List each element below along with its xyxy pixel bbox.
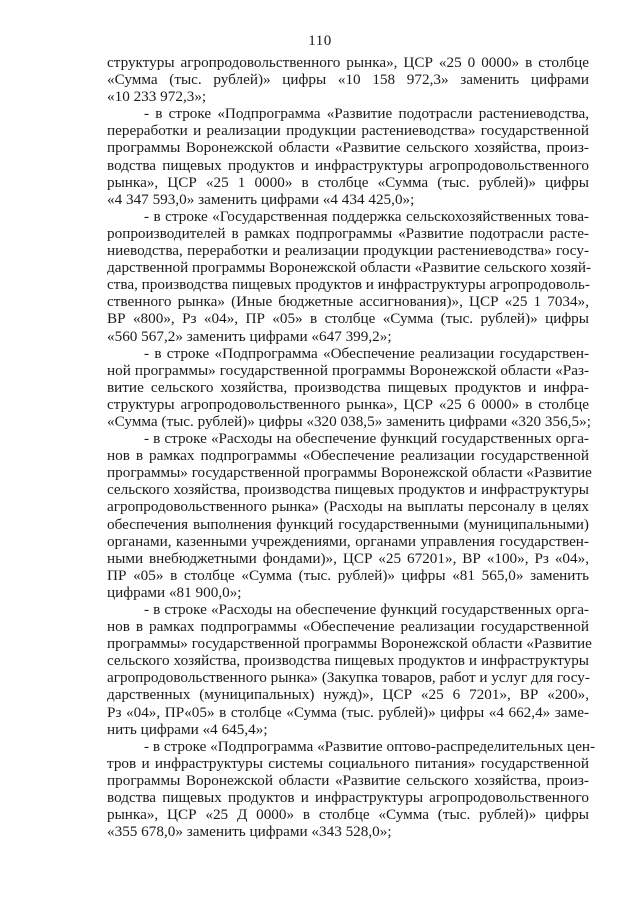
text-line: обеспечения выполнения функций государственными (муниципальными) bbox=[107, 515, 589, 533]
text-line: ропроизводителей в рамках подпрограммы «Развитие подотрасли расте- bbox=[107, 224, 589, 242]
text-line: программы» государственной программы Воронежской области «Развитие bbox=[107, 464, 592, 482]
text-line: водства пищевых продуктов и инфраструктуры агропродовольственного bbox=[107, 156, 589, 174]
text-line: ниеводства, переработки и реализации продукции растениеводства» госу- bbox=[107, 242, 589, 260]
text-line: программы» государственной программы Воронежской области «Развитие bbox=[107, 635, 592, 653]
text-line: «355 678,0» заменить цифрами «343 528,0»; bbox=[107, 823, 392, 841]
text-line: водства пищевых продуктов и инфраструктуры агропродовольственного bbox=[107, 789, 589, 807]
text-line: рынка», ЦСР «25 Д 0000» в столбце «Сумма (тыс. рублей)» цифры bbox=[107, 806, 589, 824]
text-line: цифрами «81 900,0»; bbox=[107, 583, 242, 601]
text-line: витие сельского хозяйства, производства пищевых продуктов и инфра- bbox=[107, 378, 589, 396]
text-line: - в строке «Расходы на обеспечение функций государственных орга- bbox=[144, 601, 589, 618]
text-line: рынка», ЦСР «25 1 0000» в столбце «Сумма (тыс. рублей)» цифры bbox=[107, 173, 589, 191]
text-line: ной программы» государственной программы Воронежской области «Раз- bbox=[107, 361, 589, 379]
text-line: сельского хозяйства, производства пищевых продуктов и инфраструктуры bbox=[107, 652, 589, 670]
text-line: ПР «05» в столбце «Сумма (тыс. рублей)» цифры «81 565,0» заменить bbox=[107, 566, 589, 584]
text-line: программы Воронежской области «Развитие сельского хозяйства, произ- bbox=[107, 139, 589, 157]
text-line: программы Воронежской области «Развитие сельского хозяйства, произ- bbox=[107, 771, 589, 789]
text-line: агропродовольственного рынка» (Расходы на выплаты персоналу в целях bbox=[107, 498, 589, 516]
text-line: органами, казенными учреждениями, органами управления государствен- bbox=[107, 532, 589, 550]
text-line: структуры агропродовольственного рынка», ЦСР «25 0 0000» в столбце bbox=[107, 54, 589, 71]
text-line: нить цифрами «4 645,4»; bbox=[107, 720, 268, 738]
text-line: «10 233 972,3»; bbox=[107, 88, 207, 106]
text-line: ства, производства пищевых продуктов и инфраструктуры агропродоволь- bbox=[107, 276, 590, 294]
text-line: сельского хозяйства, производства пищевых продуктов и инфраструктуры bbox=[107, 481, 589, 499]
text-line: - в строке «Подпрограмма «Развитие оптово-распределительных цен- bbox=[144, 737, 596, 755]
page-number: 110 bbox=[308, 33, 332, 49]
text-line: агропродовольственного рынка» (Закупка товаров, работ и услуг для госу- bbox=[107, 669, 590, 687]
text-line: - в строке «Подпрограмма «Развитие подотрасли растениеводства, bbox=[144, 105, 589, 123]
text-line: структуры агропродовольственного рынка», ЦСР «25 6 0000» в столбце bbox=[107, 395, 589, 413]
text-line: дарственных (муниципальных) нужд)», ЦСР «25 6 7201», ВР «200», bbox=[107, 686, 589, 704]
text-line: «4 347 593,0» заменить цифрами «4 434 425,0»; bbox=[107, 190, 415, 208]
text-line: - в строке «Подпрограмма «Обеспечение реализации государствен- bbox=[144, 344, 589, 362]
text-line: ственного рынка» (Иные бюджетные ассигнования)», ЦСР «25 1 7034», bbox=[107, 293, 589, 311]
text-line: ВР «800», Рз «04», ПР «05» в столбце «Сумма (тыс. рублей)» цифры bbox=[107, 310, 589, 328]
text-line: «Сумма (тыс. рублей)» цифры «10 158 972,3» заменить цифрами bbox=[107, 71, 589, 89]
text-line: Рз «04», ПР«05» в столбце «Сумма (тыс. рублей)» цифры «4 662,4» заме- bbox=[107, 703, 589, 721]
text-line: тров и инфраструктуры системы социального питания» государственной bbox=[107, 754, 589, 772]
text-line: «560 567,2» заменить цифрами «647 399,2»; bbox=[107, 327, 392, 345]
text-line: нов в рамках подпрограммы «Обеспечение реализации государственной bbox=[107, 447, 589, 465]
text-line: нов в рамках подпрограммы «Обеспечение реализации государственной bbox=[107, 618, 589, 636]
text-line: «Сумма (тыс. рублей)» цифры «320 038,5» заменить цифрами «320 356,5»; bbox=[107, 412, 591, 430]
text-line: переработки и реализации продукции растениеводства» государственной bbox=[107, 122, 589, 140]
text-line: - в строке «Расходы на обеспечение функций государственных орга- bbox=[144, 430, 589, 448]
text-line: дарственной программы Воронежской области «Развитие сельского хозяй- bbox=[107, 259, 592, 277]
text-line: ными внебюджетными фондами)», ЦСР «25 67201», ВР «100», Рз «04», bbox=[107, 549, 589, 567]
document-body bbox=[107, 54, 596, 841]
text-line: - в строке «Государственная поддержка сельскохозяйственных това- bbox=[144, 207, 589, 225]
